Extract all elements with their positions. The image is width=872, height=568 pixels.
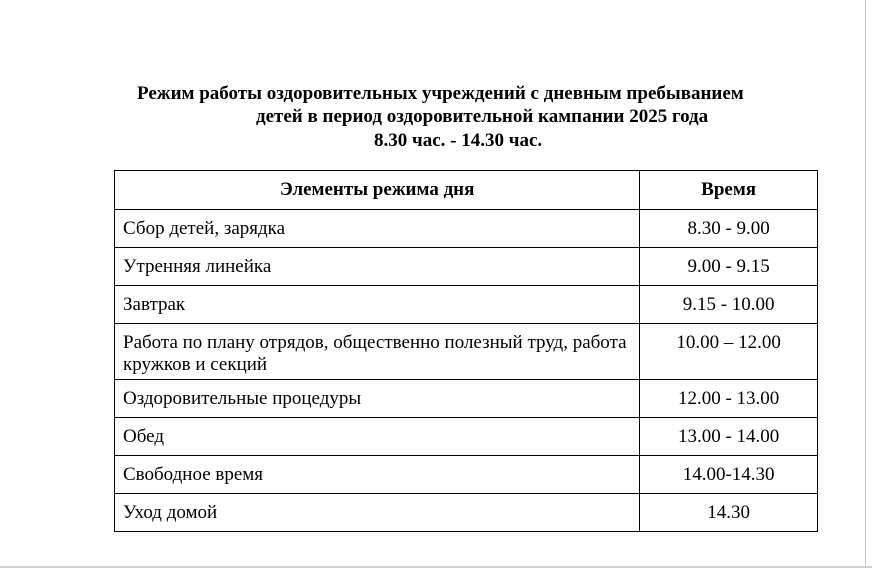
row-element: Уход домой (115, 494, 640, 532)
row-element: Завтрак (115, 286, 640, 324)
table-row (115, 286, 818, 324)
table-row (115, 380, 818, 418)
row-element: Свободное время (115, 456, 640, 494)
table-row (115, 324, 818, 380)
row-element: Обед (115, 418, 640, 456)
row-time: 10.00 – 12.00 (640, 324, 818, 380)
row-element: Работа по плану отрядов, общественно полезный труд, работа кружков и секций (115, 324, 640, 380)
schedule-table (114, 170, 818, 532)
document-title-line-2: детей в период оздоровительной кампании 2025 года (256, 106, 709, 127)
row-time: 8.30 - 9.00 (640, 210, 818, 248)
row-time: 13.00 - 14.00 (640, 418, 818, 456)
row-time: 9.15 - 10.00 (640, 286, 818, 324)
row-element: Утренняя линейка (115, 248, 640, 286)
document-title-line-3: 8.30 час. - 14.30 час. (374, 130, 543, 151)
row-time: 14.00-14.30 (640, 456, 818, 494)
row-time: 12.00 - 13.00 (640, 380, 818, 418)
row-time: 14.30 (640, 494, 818, 532)
table-row (115, 210, 818, 248)
header-elements: Элементы режима дня (115, 171, 640, 210)
row-element: Сбор детей, зарядка (115, 210, 640, 248)
table-header-row (115, 171, 818, 210)
row-element: Оздоровительные процедуры (115, 380, 640, 418)
row-time: 9.00 - 9.15 (640, 248, 818, 286)
table-row (115, 494, 818, 532)
page-edge-right (865, 0, 866, 568)
table-row (115, 456, 818, 494)
header-time: Время (640, 171, 818, 210)
table-row (115, 418, 818, 456)
document-title-line-1: Режим работы оздоровительных учреждений с дневным пребыванием (137, 83, 744, 104)
table-row (115, 248, 818, 286)
